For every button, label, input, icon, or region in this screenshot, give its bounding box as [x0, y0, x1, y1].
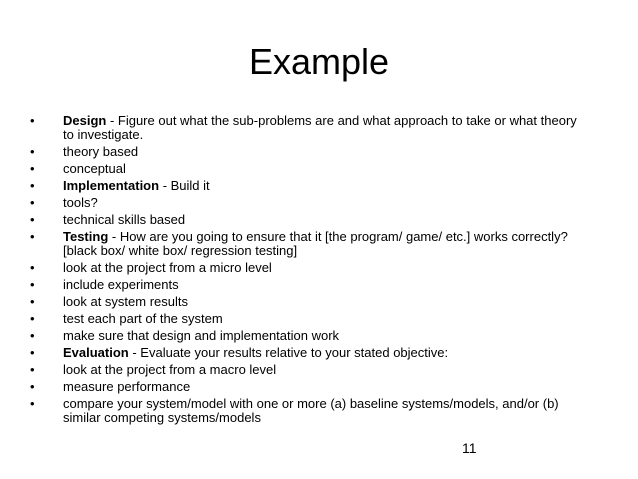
- bullet-bold-label: Evaluation: [63, 345, 129, 360]
- slide-title: Example: [248, 41, 390, 82]
- bullet-icon: •: [30, 144, 35, 159]
- bullet-item: [30, 196, 590, 210]
- bullet-icon: •: [30, 396, 35, 411]
- bullet-icon: •: [30, 311, 35, 326]
- bullet-icon: •: [30, 328, 35, 343]
- bullet-text: measure performance: [63, 379, 191, 394]
- bullet-item: [30, 278, 590, 292]
- bullet-item: [30, 213, 590, 227]
- bullet-text: make sure that design and implementation work: [63, 328, 340, 343]
- bullet-text: conceptual: [63, 161, 126, 176]
- bullet-bold-label: Implementation: [63, 178, 160, 193]
- bullet-item: [30, 380, 590, 394]
- bullet-item-evaluation: [30, 346, 590, 360]
- bullet-bold-label: Testing: [63, 229, 109, 244]
- bullet-text: look at system results: [63, 294, 188, 309]
- bullet-text: look at the project from a micro level: [63, 260, 272, 275]
- bullet-icon: •: [30, 345, 35, 360]
- bullet-text: compare your system/model with one or more (a) baseline systems/models, and/or (b) similar competing systems/models: [63, 396, 559, 425]
- bullet-text: - Evaluate your results relative to your stated objective:: [128, 345, 449, 360]
- bullet-text: test each part of the system: [63, 311, 223, 326]
- bullet-item-testing: [30, 230, 590, 258]
- bullet-item: [30, 295, 590, 309]
- bullet-icon: •: [30, 260, 35, 275]
- bullet-list: [30, 114, 590, 428]
- bullet-icon: •: [30, 229, 35, 244]
- bullet-text: look at the project from a macro level: [63, 362, 277, 377]
- bullet-text: technical skills based: [63, 212, 186, 227]
- bullet-icon: •: [30, 161, 35, 176]
- bullet-icon: •: [30, 379, 35, 394]
- bullet-text: - Build it: [159, 178, 210, 193]
- bullet-item-implementation: [30, 179, 590, 193]
- bullet-icon: •: [30, 178, 35, 193]
- bullet-text: - Figure out what the sub-problems are and what approach to take or what theory to investigate.: [63, 113, 577, 142]
- bullet-item: [30, 329, 590, 343]
- bullet-text: tools?: [63, 195, 98, 210]
- bullet-item-design: [30, 114, 590, 142]
- bullet-item: [30, 261, 590, 275]
- bullet-item: [30, 312, 590, 326]
- bullet-item: [30, 397, 590, 425]
- page-number: 11: [462, 440, 477, 456]
- bullet-icon: •: [30, 195, 35, 210]
- bullet-bold-label: Design: [63, 113, 107, 128]
- bullet-text: theory based: [63, 144, 139, 159]
- bullet-icon: •: [30, 277, 35, 292]
- bullet-item: [30, 162, 590, 176]
- bullet-icon: •: [30, 362, 35, 377]
- bullet-item: [30, 363, 590, 377]
- bullet-text: - How are you going to ensure that it [the program/ game/ etc.] works correctly? [black box/ white box/ regression testing]: [63, 229, 568, 258]
- bullet-icon: •: [30, 212, 35, 227]
- bullet-text: include experiments: [63, 277, 179, 292]
- bullet-icon: •: [30, 294, 35, 309]
- bullet-item: [30, 145, 590, 159]
- bullet-icon: •: [30, 113, 35, 128]
